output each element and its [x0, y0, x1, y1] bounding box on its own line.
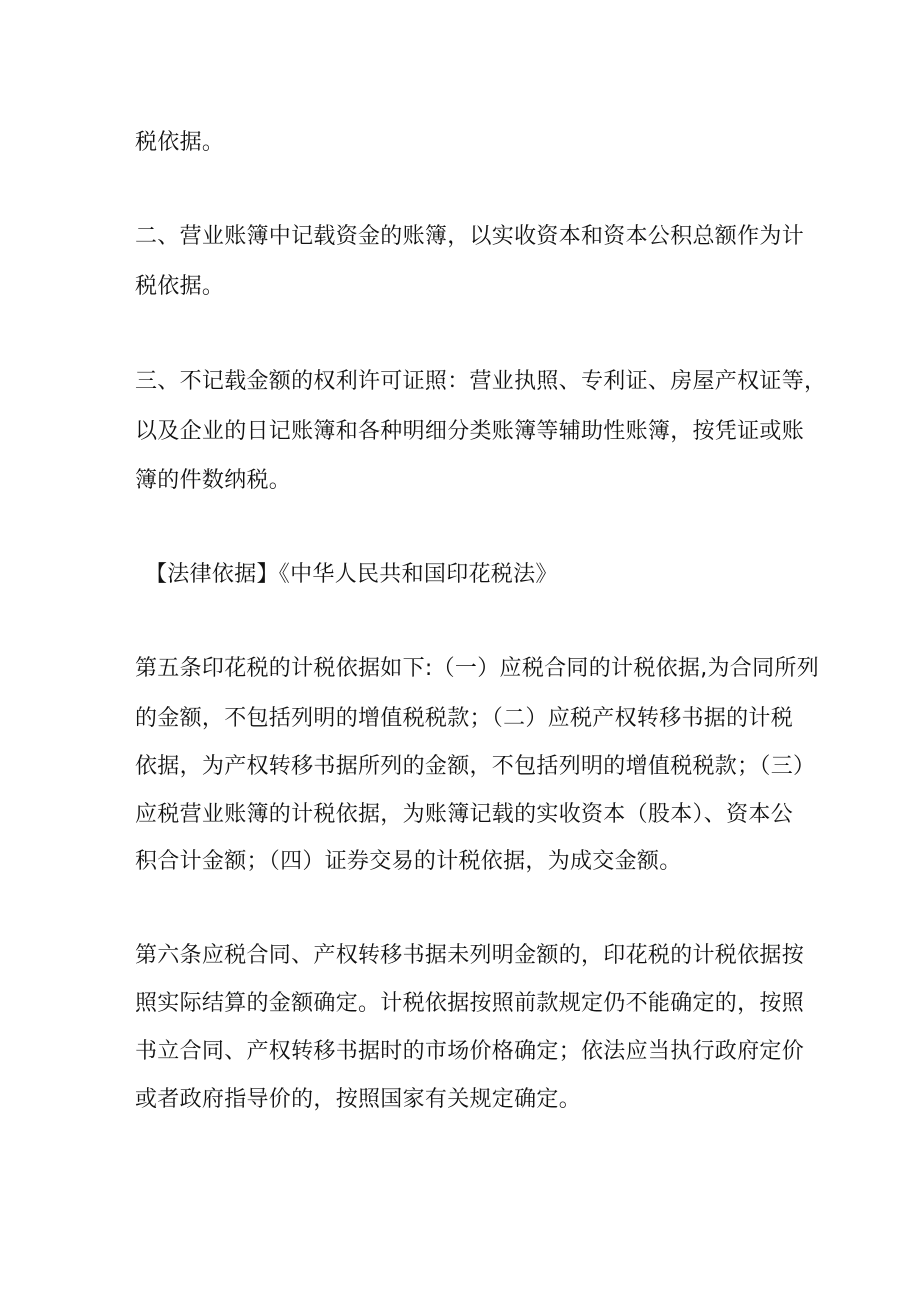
article-5-line-2: 的金额，不包括列明的增值税税款；（二）应税产权转移书据的计税	[135, 706, 794, 731]
article-5-line-3: 依据，为产权转移书据所列的金额，不包括列明的增值税税款；（三）	[135, 754, 816, 779]
legal-basis-heading: 【法律依据】《中华人民共和国印花税法》	[145, 562, 558, 587]
paragraph-3-line-2: 以及企业的日记账簿和各种明细分类账簿等辅助性账簿，按凭证或账	[135, 419, 805, 444]
paragraph-1-line-1: 税依据。	[135, 130, 225, 155]
article-6-line-1: 第六条应税合同、产权转移书据未列明金额的，印花税的计税依据按	[135, 943, 805, 968]
article-5-line-4: 应税营业账簿的计税依据，为账簿记载的实收资本（股本）、资本公	[135, 802, 794, 827]
paragraph-3-line-3: 簿的件数纳税。	[135, 468, 292, 493]
article-6-line-3: 书立合同、产权转移书据时的市场价格确定；依法应当执行政府定价	[135, 1039, 805, 1064]
article-5-line-5: 积合计金额；（四）证券交易的计税依据，为成交金额。	[135, 849, 682, 874]
article-6-line-2: 照实际结算的金额确定。计税依据按照前款规定仍不能确定的，按照	[135, 991, 805, 1016]
article-5-line-1: 第五条印花税的计税依据如下:（一）应税合同的计税依据,为合同所列	[135, 656, 820, 681]
paragraph-2-line-1: 二、营业账簿中记载资金的账簿，以实收资本和资本公积总额作为计	[135, 224, 805, 249]
paragraph-2-line-2: 税依据。	[135, 274, 225, 299]
article-6-line-4: 或者政府指导价的，按照国家有关规定确定。	[135, 1087, 582, 1112]
paragraph-3-line-1: 三、不记载金额的权利许可证照：营业执照、专利证、房屋产权证等，	[135, 369, 827, 394]
